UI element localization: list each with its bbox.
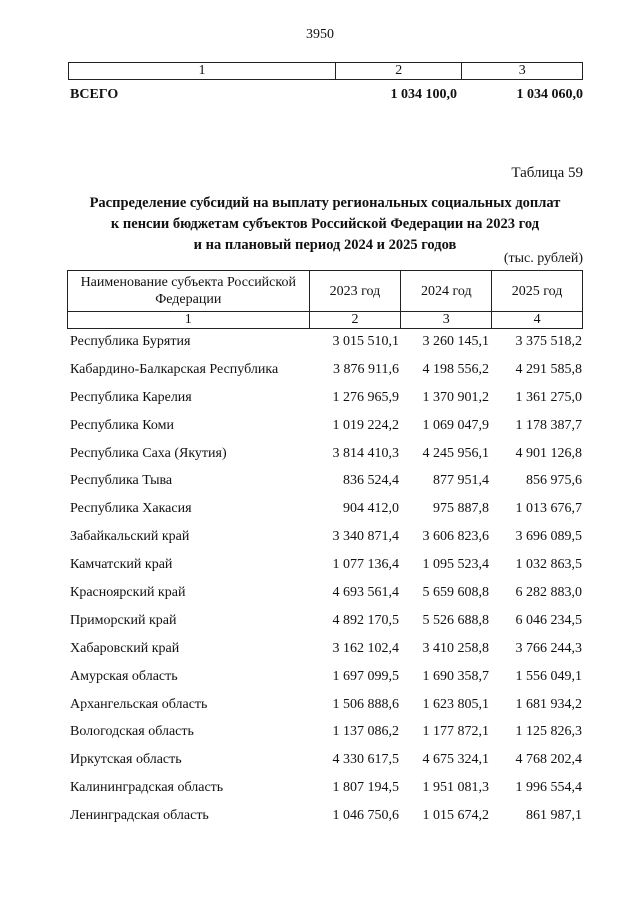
total-value: 1 034 060,0	[516, 87, 583, 102]
table-row	[67, 697, 583, 725]
region-name: Калининградская область	[70, 780, 224, 796]
column-number: 2	[335, 63, 462, 80]
value-2023: 836 524,4	[343, 473, 399, 489]
region-name: Республика Тыва	[70, 473, 173, 489]
value-2024: 1 623 805,1	[422, 696, 489, 712]
value-2025: 6 282 883,0	[515, 585, 582, 601]
value-2023: 1 506 888,6	[332, 696, 399, 712]
region-name: Республика Коми	[70, 417, 174, 433]
value-2023: 3 814 410,3	[332, 445, 399, 461]
value-2025: 6 046 234,5	[515, 612, 582, 628]
region-name: Иркутская область	[70, 752, 182, 768]
region-name: Забайкальский край	[70, 529, 190, 545]
value-2024: 5 659 608,8	[422, 585, 489, 601]
value-2024: 4 675 324,1	[422, 752, 489, 768]
value-2023: 1 019 224,2	[332, 417, 399, 433]
table-label: Таблица 59	[511, 165, 583, 181]
value-2024: 1 690 358,7	[422, 668, 489, 684]
value-2023: 1 807 194,5	[332, 780, 399, 796]
region-name: Амурская область	[70, 668, 178, 684]
caption-line: и на плановый период 2024 и 2025 годов	[193, 237, 457, 253]
unit-label: (тыс. рублей)	[503, 251, 583, 266]
table-row	[67, 473, 583, 501]
table-row	[67, 334, 583, 362]
column-number: 3	[401, 312, 492, 329]
region-name: Красноярский край	[70, 585, 186, 601]
value-2025: 1 361 275,0	[515, 389, 582, 405]
table-row	[67, 613, 583, 641]
top-table-fragment	[68, 62, 583, 80]
table-row	[67, 752, 583, 780]
region-name: Вологодская область	[70, 724, 194, 740]
value-2023: 4 330 617,5	[332, 752, 399, 768]
value-2024: 1 370 901,2	[422, 389, 489, 405]
total-row	[68, 87, 583, 107]
value-2023: 3 015 510,1	[332, 334, 399, 349]
value-2024: 1 015 674,2	[422, 808, 489, 824]
region-name: Республика Карелия	[70, 389, 192, 405]
value-2025: 856 975,6	[526, 473, 582, 489]
table-body	[67, 334, 583, 836]
column-number: 4	[492, 312, 583, 329]
value-2024: 3 410 258,8	[422, 640, 489, 656]
value-2024: 1 177 872,1	[422, 724, 489, 740]
value-2025: 3 375 518,2	[515, 334, 582, 349]
value-2023: 3 162 102,4	[332, 640, 399, 656]
value-2024: 1 951 081,3	[422, 780, 489, 796]
column-number: 3	[462, 63, 583, 80]
header-row	[68, 271, 583, 312]
region-name: Республика Бурятия	[70, 334, 191, 349]
value-2023: 3 340 871,4	[332, 529, 399, 545]
column-number: 2	[309, 312, 401, 329]
value-2025: 1 125 826,3	[515, 724, 582, 740]
header-2025: 2025 год	[492, 271, 583, 312]
value-2025: 1 996 554,4	[515, 780, 582, 796]
region-name: Архангельская область	[70, 696, 208, 712]
value-2025: 4 901 126,8	[515, 445, 582, 461]
table-row	[67, 585, 583, 613]
value-2025: 4 291 585,8	[515, 361, 582, 377]
value-2023: 1 697 099,5	[332, 668, 399, 684]
total-label: ВСЕГО	[70, 87, 119, 102]
value-2024: 1 095 523,4	[422, 557, 489, 573]
value-2025: 3 696 089,5	[515, 529, 582, 545]
value-2024: 4 198 556,2	[422, 361, 489, 377]
caption-line: к пенсии бюджетам субъектов Российской Федерации на 2023 год	[110, 216, 540, 232]
value-2023: 4 693 561,4	[332, 585, 399, 601]
column-number: 1	[68, 312, 310, 329]
caption-line: Распределение субсидий на выплату региональных социальных доплат	[89, 195, 561, 211]
region-name: Приморский край	[70, 612, 177, 628]
column-number-row	[68, 312, 583, 329]
header-2024: 2024 год	[401, 271, 492, 312]
table-row	[67, 418, 583, 446]
table-row	[67, 446, 583, 474]
value-2025: 1 013 676,7	[515, 501, 582, 517]
region-name: Республика Хакасия	[70, 501, 192, 517]
table-row	[67, 529, 583, 557]
column-number-row	[69, 63, 583, 80]
value-2025: 1 032 863,5	[515, 557, 582, 573]
table-row	[67, 362, 583, 390]
header-2023: 2023 год	[309, 271, 401, 312]
value-2024: 3 606 823,6	[422, 529, 489, 545]
table-row	[67, 669, 583, 697]
value-2023: 1 077 136,4	[332, 557, 399, 573]
column-number: 1	[69, 63, 336, 80]
region-name: Кабардино-Балкарская Республика	[70, 361, 279, 377]
value-2024: 877 951,4	[433, 473, 489, 489]
value-2025: 1 681 934,2	[515, 696, 582, 712]
value-2025: 1 556 049,1	[515, 668, 582, 684]
value-2024: 975 887,8	[433, 501, 489, 517]
value-2025: 4 768 202,4	[515, 752, 582, 768]
table-row	[67, 501, 583, 529]
value-2023: 3 876 911,6	[333, 361, 399, 377]
table-row	[67, 780, 583, 808]
value-2024: 1 069 047,9	[422, 417, 489, 433]
main-table-header	[67, 270, 583, 329]
value-2023: 1 137 086,2	[332, 724, 399, 740]
table-row	[67, 808, 583, 836]
region-name: Хабаровский край	[70, 640, 180, 656]
table-row	[67, 390, 583, 418]
value-2023: 904 412,0	[343, 501, 399, 517]
table-row	[67, 557, 583, 585]
value-2024: 4 245 956,1	[422, 445, 489, 461]
value-2023: 4 892 170,5	[332, 612, 399, 628]
value-2024: 3 260 145,1	[422, 334, 489, 349]
region-name: Камчатский край	[70, 557, 173, 573]
value-2025: 861 987,1	[526, 808, 582, 824]
value-2025: 3 766 244,3	[515, 640, 582, 656]
value-2023: 1 276 965,9	[332, 389, 399, 405]
page-number: 3950	[306, 27, 334, 42]
table-row	[67, 724, 583, 752]
region-name: Ленинградская область	[70, 808, 209, 824]
table-row	[67, 641, 583, 669]
value-2025: 1 178 387,7	[515, 417, 582, 433]
table-caption	[60, 193, 590, 256]
region-name: Республика Саха (Якутия)	[70, 445, 227, 461]
header-region: Наименование субъекта Российской Федерации	[68, 271, 310, 312]
total-value: 1 034 100,0	[390, 87, 457, 102]
value-2024: 5 526 688,8	[422, 612, 489, 628]
value-2023: 1 046 750,6	[332, 808, 399, 824]
